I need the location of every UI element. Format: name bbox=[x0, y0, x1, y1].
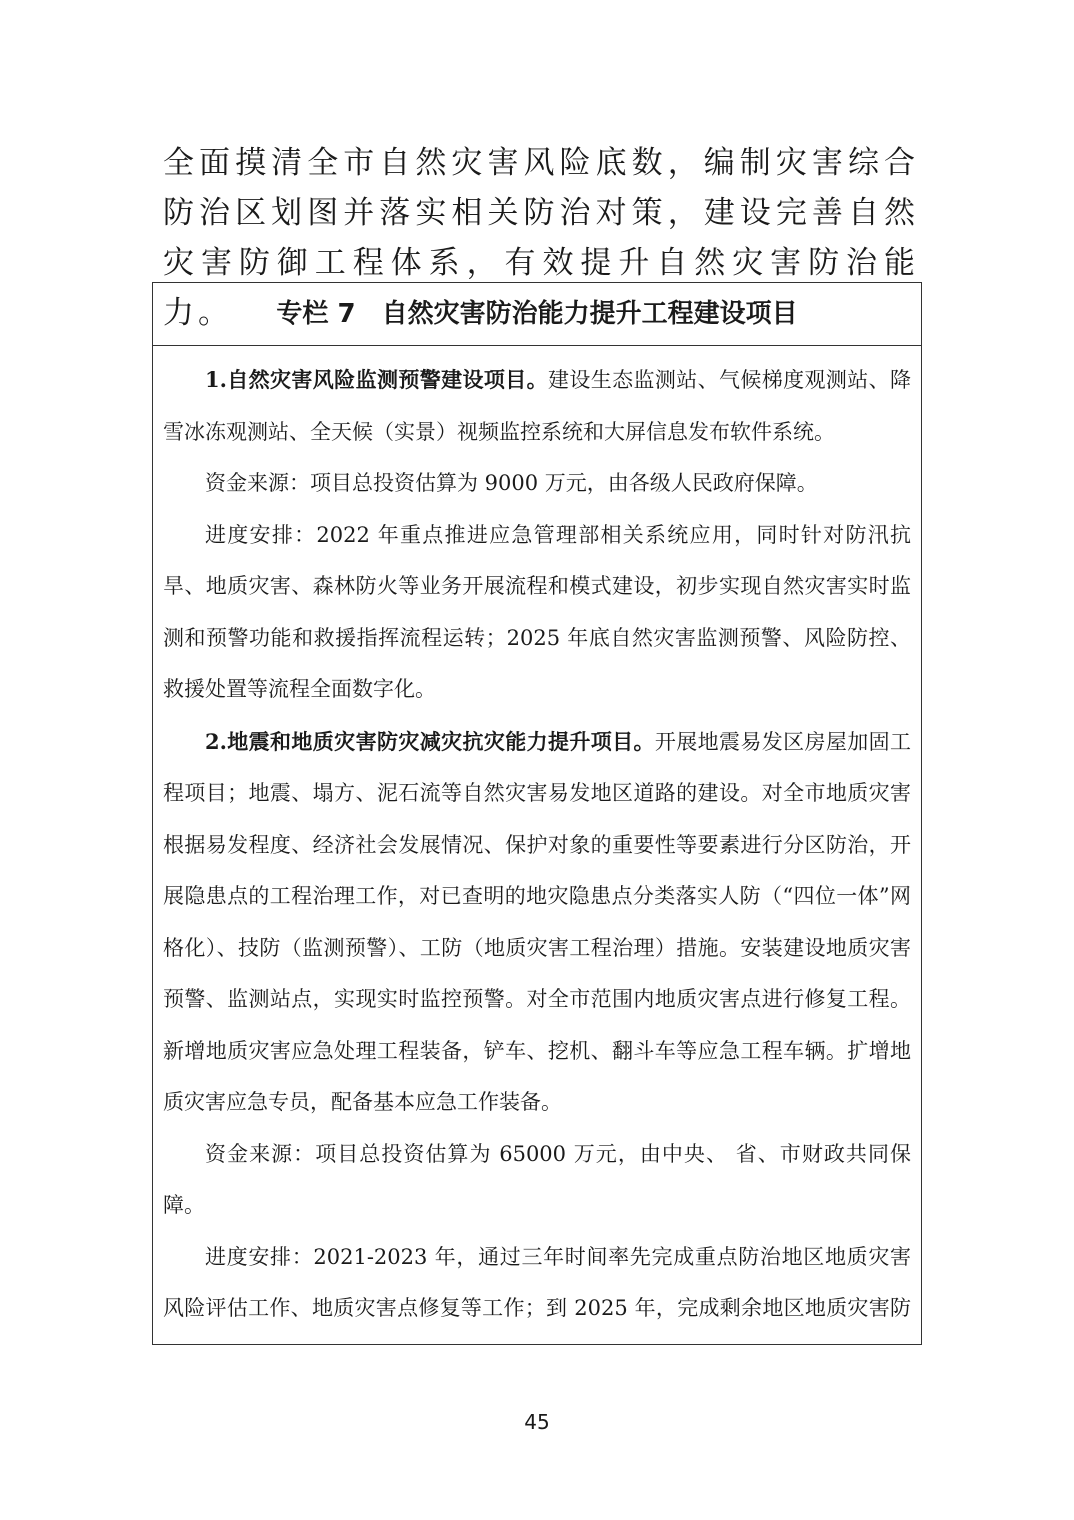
item-2-funding: 资金来源：项目总投资估算为 65000 万元，由中央、 省、市财政共同保障。 bbox=[163, 1141, 911, 1217]
item-2-paragraph bbox=[163, 716, 911, 1129]
page-number: 45 bbox=[524, 1410, 550, 1434]
feature-box bbox=[152, 282, 922, 1345]
item-1-body: 建设生态监测站、气候梯度观测站、降雪冰冻观测站、全天候（实景）视频监控系统和大屏信息发布软件系统。 bbox=[163, 368, 912, 444]
item-1-schedule: 进度安排：2022 年重点推进应急管理部相关系统应用，同时针对防汛抗旱、地质灾害、森林防火等业务开展流程和模式建设，初步实现自然灾害实时监测和预警功能和救援指挥流程运转；2025 年底自然灾害监测预警、风险防控、救援处置等流程全面数字化。 bbox=[163, 522, 911, 701]
box-title: 专栏 7 自然灾害防治能力提升工程建设项目 bbox=[153, 283, 921, 346]
item-2-schedule: 进度安排：2021-2023 年，通过三年时间率先完成重点防治地区地质灾害风险评估工作、地质灾害点修复等工作；到 2025 年，完成剩余地区地质灾害防 bbox=[163, 1244, 911, 1320]
item-1-funding: 资金来源：项目总投资估算为 9000 万元，由各级人民政府保障。 bbox=[205, 471, 818, 495]
item-2-heading: 2.地震和地质灾害防灾减灾抗灾能力提升项目。 bbox=[205, 728, 655, 754]
item-1-heading: 1.自然灾害风险监测预警建设项目。 bbox=[205, 367, 548, 392]
item-1-paragraph bbox=[163, 354, 911, 458]
box-body bbox=[153, 346, 921, 1345]
intro-paragraph: 全面摸清全市自然灾害风险底数，编制灾害综合防治区划图并落实相关防治对策，建设完善自然灾害防御工程体系，有效提升自然灾害防治能力。 bbox=[163, 145, 919, 331]
item-2-body: 开展地震易发区房屋加固工程项目；地震、塌方、泥石流等自然灾害易发地区道路的建设。对全市地质灾害根据易发程度、经济社会发展情况、保护对象的重要性等要素进行分区防治，开展隐患点的工程治理工作，对已查明的地灾隐患点分类落实人防（“四位一体”网格化）、技防（监测预警）、工防（地质灾害工程治理）措施。安装建设地质灾害预警、监测站点，实现实时监控预警。对全市范围内地质灾害点进行修复工程。新增地质灾害应急处理工程装备，铲车、挖机、翻斗车等应急工程车辆。扩增地质灾害应急专员，配备基本应急工作装备。 bbox=[163, 729, 912, 1114]
